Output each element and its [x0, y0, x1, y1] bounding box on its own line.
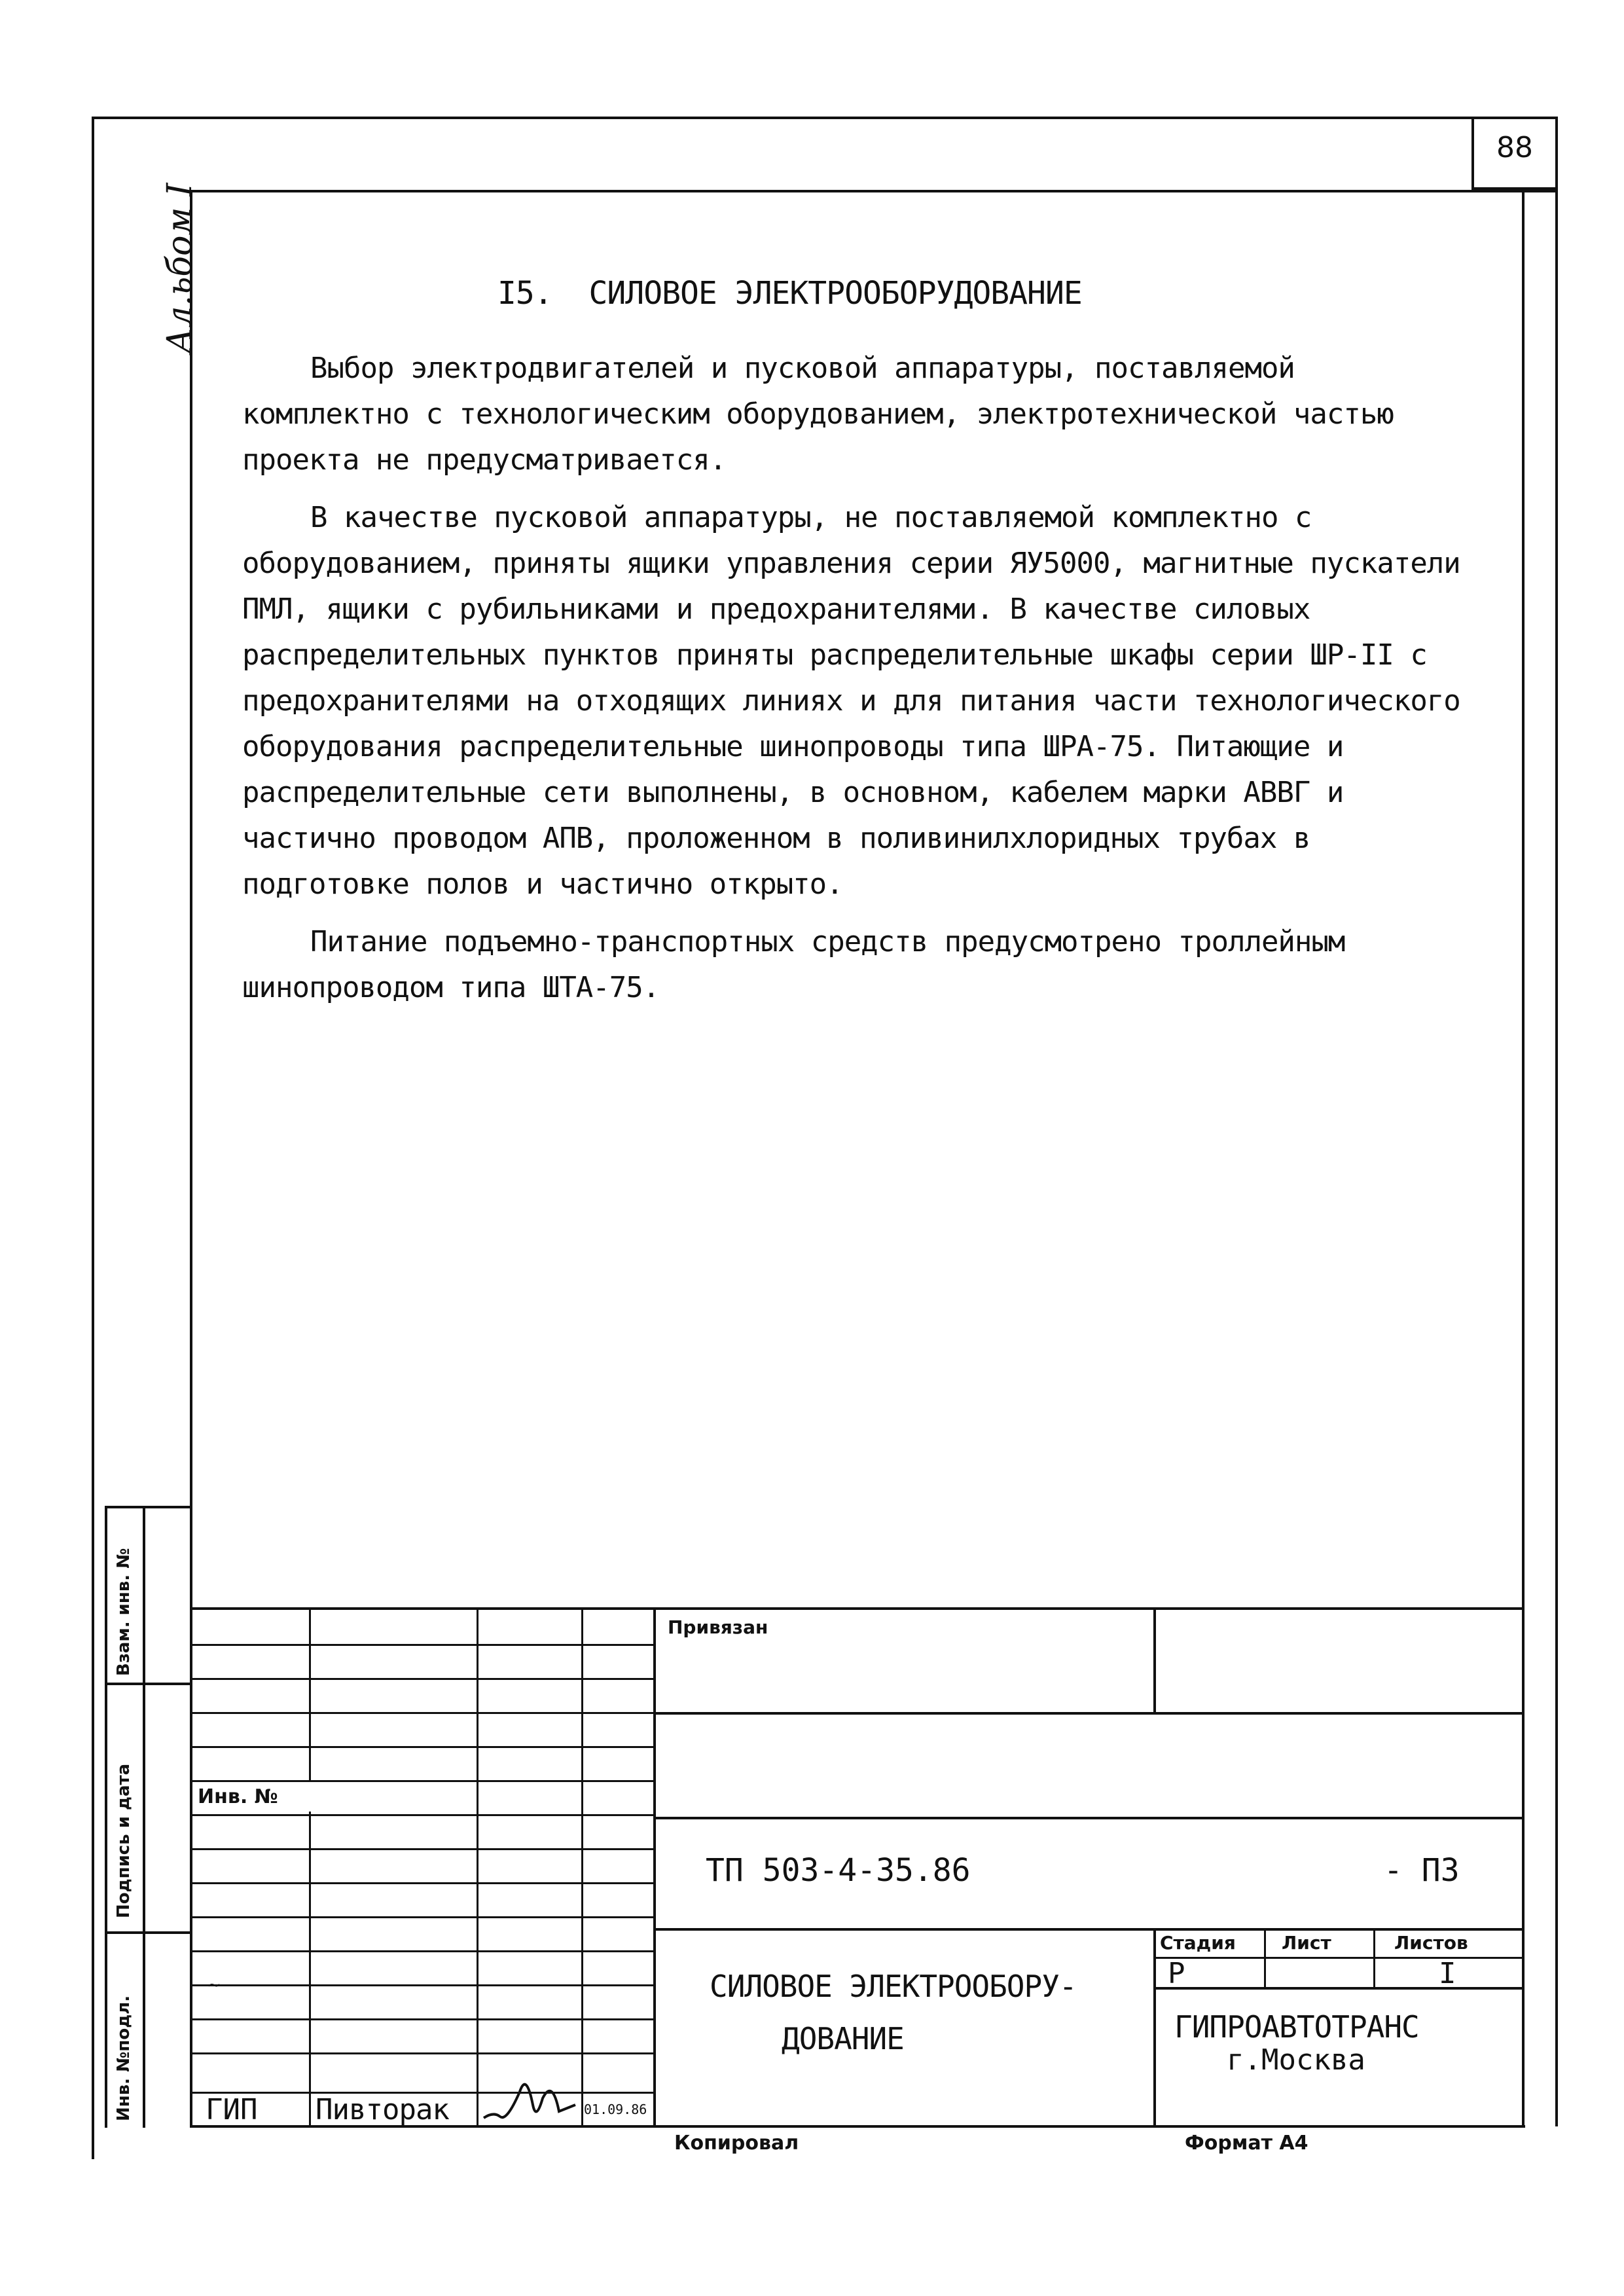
row-mark: ~	[208, 1974, 221, 1997]
title-line-2: ДОВАНИЕ	[782, 2021, 904, 2056]
gip-date: 01.09.86	[584, 2102, 647, 2117]
kopiroval-label: Копировал	[674, 2132, 799, 2155]
document-body	[242, 346, 1473, 1023]
inv-no-label: Инв. №	[198, 1785, 278, 1808]
title-block	[192, 1607, 1525, 2128]
side-stamp	[105, 1506, 192, 2128]
side-label-vzam-inv: Взам. инв. №	[114, 1548, 134, 1676]
section-heading: I5. СИЛОВОЕ ЭЛЕКТРООБОРУДОВАНИЕ	[497, 275, 1082, 312]
frame-top-outer	[92, 117, 1558, 119]
paragraph-1: Выбор электродвигателей и пусковой аппаратуры, поставляемой комплектно с технологическим оборудованием, электротехнической частью проекта не предусматривается.	[242, 352, 1394, 477]
listov-label: Листов	[1394, 1932, 1468, 1954]
list-label: Лист	[1282, 1932, 1331, 1954]
page-number-box	[1471, 117, 1555, 190]
org-city: г.Москва	[1227, 2043, 1365, 2077]
paragraph-3: Питание подъемно-транспортных средств предусмотрено троллейным шинопроводом типа ШТА-75.	[242, 925, 1345, 1004]
org-name: ГИПРОАВТОТРАНС	[1174, 2009, 1419, 2045]
page-number: 88	[1496, 131, 1533, 164]
gip-role: ГИП	[206, 2093, 258, 2126]
gip-signature	[480, 2066, 579, 2126]
side-label-inv-podl: Инв. №подл.	[114, 1995, 134, 2121]
side-label-podpis-data: Подпись и дата	[114, 1763, 134, 1918]
stadiya-value: Р	[1168, 1957, 1185, 1990]
doc-code: ТП 503-4-35.86	[706, 1852, 971, 1889]
frame-right-outer	[1555, 117, 1558, 2126]
stadiya-label: Стадия	[1160, 1932, 1236, 1954]
privyazan-label: Привязан	[668, 1616, 768, 1638]
margin-signature: Ал.ьбом I	[160, 183, 200, 354]
format-label: Формат А4	[1185, 2132, 1308, 2155]
listov-value: I	[1439, 1957, 1456, 1990]
frame-left-outer	[92, 117, 94, 2159]
frame-top-inner	[190, 190, 1558, 192]
doc-suffix: - ПЗ	[1384, 1852, 1460, 1889]
title-line-1: СИЛОВОЕ ЭЛЕКТРООБОРУ-	[710, 1969, 1077, 2004]
gip-name: Пивторак	[316, 2093, 449, 2126]
paragraph-2: В качестве пусковой аппаратуры, не поставляемой комплектно с оборудованием, приняты ящики управления серии ЯУ5000, магнитные пускатели ПМЛ, ящики с рубильниками и предохранителями. В качестве силовых распределительных пунктов приняты распределительные шкафы серии ШР-II с предохранителями на отходящих линиях и для питания части технологического оборудования распределительные шинопроводы типа ШРА-75. Питающие и распределительные сети выполнены, в основном, кабелем марки АВВГ и частично проводом АПВ, проложенном в поливинилхлоридных трубах в подготовке полов и частично открыто.	[242, 501, 1460, 901]
